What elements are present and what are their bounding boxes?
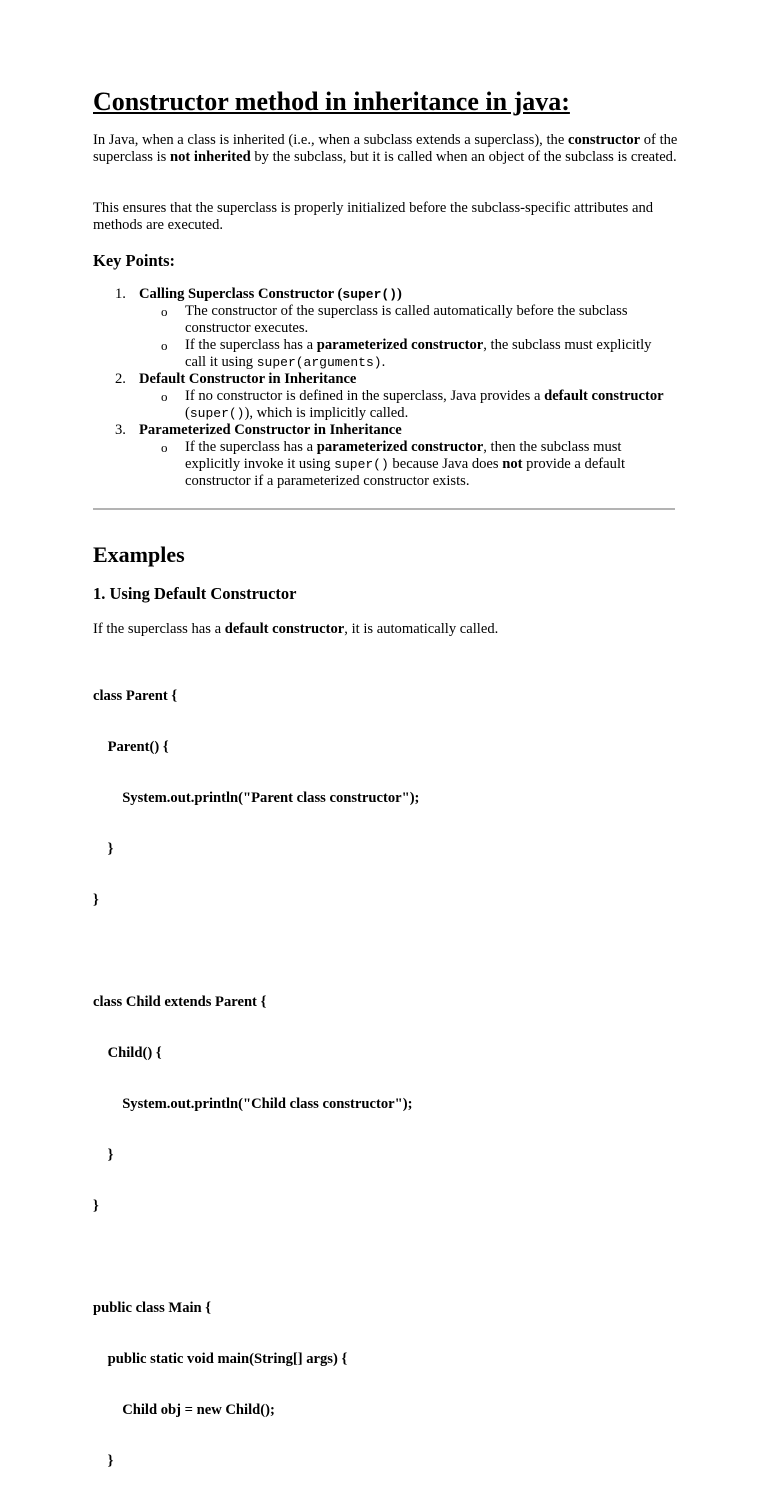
desc-text: , it is automatically called. xyxy=(344,621,499,637)
sub-text: The constructor of the superclass is called automatically before the subclass constructor executes. xyxy=(185,303,628,336)
desc-text: If the superclass has a xyxy=(93,621,225,637)
code-line xyxy=(93,943,419,960)
sub-bullet: o xyxy=(161,338,168,353)
sub-bold: default constructor xyxy=(544,388,664,404)
sub-text: ( xyxy=(185,405,190,421)
sub-text: . xyxy=(381,354,386,370)
code-line: public class Main { xyxy=(93,1300,212,1316)
sub-bold: not xyxy=(502,456,523,472)
sub-bold: parameterized constructor xyxy=(316,439,484,455)
code-line: } xyxy=(93,1198,99,1214)
list-item-1-sub-1 xyxy=(93,303,675,337)
list-number: 1. xyxy=(115,286,126,302)
examples-heading: Examples xyxy=(93,542,185,567)
list-number: 2. xyxy=(115,371,126,387)
list-item-2-title xyxy=(93,371,675,388)
list-number: 3. xyxy=(115,422,126,438)
code-line: System.out.println("Parent class constructor"); xyxy=(93,790,420,806)
inline-code: super() xyxy=(334,457,389,472)
list-item-title-text: ) xyxy=(397,286,402,302)
page-title: Constructor method in inheritance in java: xyxy=(93,87,570,116)
sub-text: If the superclass has a xyxy=(185,337,317,353)
intro-text: In Java, when a class is inherited (i.e., when a subclass extends a superclass), the xyxy=(93,132,568,148)
sub-bold: parameterized constructor xyxy=(316,337,484,353)
list-item-1-title xyxy=(93,286,675,303)
code-block xyxy=(93,654,419,1504)
sub-text: , then the subclass must explicitly invoke it using xyxy=(185,439,622,472)
code-line: Child obj = new Child(); xyxy=(93,1402,275,1418)
sub-bullet: o xyxy=(161,440,168,455)
list-item-title-text: Calling Superclass Constructor ( xyxy=(139,286,343,302)
intro-text: of the superclass is xyxy=(93,132,678,165)
intro-bold-constructor: constructor xyxy=(567,132,641,148)
sub-text: ), which is implicitly called. xyxy=(244,405,409,421)
list-item-1-sub-2 xyxy=(93,337,675,371)
list-item-3-title xyxy=(93,422,675,439)
code-line xyxy=(93,1249,419,1266)
key-points-heading: Key Points: xyxy=(93,251,176,270)
inline-code: super() xyxy=(189,406,245,421)
desc-bold: default constructor xyxy=(224,621,345,637)
sub-text: If no constructor is defined in the superclass, Java provides a xyxy=(185,388,545,404)
list-item-2-sub-1 xyxy=(93,388,675,422)
inline-code: super(arguments) xyxy=(256,355,382,370)
code-line: } xyxy=(93,892,99,908)
inline-code: super() xyxy=(342,287,397,302)
sub-text: because Java does xyxy=(388,456,503,472)
list-item-title-text: Default Constructor in Inheritance xyxy=(139,371,357,387)
code-line: } xyxy=(93,1453,114,1469)
sub-text: If the superclass has a xyxy=(185,439,317,455)
code-line: class Child extends Parent { xyxy=(93,994,267,1010)
list-item-3-sub-1 xyxy=(93,439,675,490)
intro-paragraph-1 xyxy=(93,132,678,166)
code-line: class Parent { xyxy=(93,688,178,704)
code-line: } xyxy=(93,841,114,857)
code-line: Child() { xyxy=(93,1045,162,1061)
sub-text: provide a default constructor if a parameterized constructor exists. xyxy=(185,456,626,489)
sub-bullet: o xyxy=(161,304,168,319)
code-line: System.out.println("Child class constructor"); xyxy=(93,1096,413,1112)
sub-text: , the subclass must explicitly call it using xyxy=(185,337,652,370)
key-points-list xyxy=(93,286,675,490)
horizontal-rule xyxy=(93,508,675,510)
example-1-heading: 1. Using Default Constructor xyxy=(93,584,297,603)
intro-bold-not-inherited: not inherited xyxy=(170,149,251,165)
list-item-title-text: Parameterized Constructor in Inheritance xyxy=(139,422,402,438)
sub-bullet: o xyxy=(161,389,168,404)
code-line: public static void main(String[] args) { xyxy=(93,1351,348,1367)
example-1-description xyxy=(93,621,678,638)
code-line: } xyxy=(93,1147,114,1163)
intro-text: by the subclass, but it is called when an object of the subclass is created. xyxy=(250,149,677,165)
code-line: Parent() { xyxy=(93,739,169,755)
intro-paragraph-2: This ensures that the superclass is properly initialized before the subclass-specific attributes and methods are executed. xyxy=(93,200,654,233)
